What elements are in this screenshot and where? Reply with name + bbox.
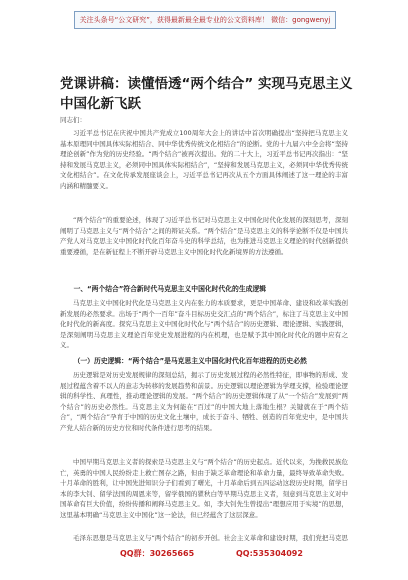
subsection-1-paragraph-3: 毛泽东思想是马克思主义与“两个结合”的初步开创。社会主义革命和建设时期，我们党把马克思 — [73, 534, 348, 542]
footer-qq-number: QQ:535304092 — [236, 549, 303, 558]
footer — [0, 547, 408, 561]
paragraph-1: 习近平总书记在庆祝中国共产党成立100周年大会上的讲话中首次明确提出“坚持把马克思主义基本原理同中国具体实际相结合、同中华优秀传统文化相结合”的论断。党的十九届六中全会将“坚持理论创新”作为党的历史经验。“两个结合”被再次提出。党的二十大上，习近平总书记再次指出：“坚持和发展马克思主义，必须同中国具体实际相结合”，“坚持和发展马克思主义，必须同中华优秀传统文化相结合”。在文化传承发展座谈会上，习近平总书记再次从五个方面具体阐述了这一理论的丰富内涵和精髓要义。 — [60, 129, 348, 190]
paragraph-2: “两个结合”的重要论述，体现了习近平总书记对马克思主义中国化时代化发展的深刻思考，深刻阐明了马克思主义与“两个结合”之间的辩证关系。“两个结合”是马克思主义的科学论断不仅是中国共产党人对马克思主义中国化时代化百年奋斗史的科学总结，也为推进马克思主义理论的时代创新提供重要遵循，是在新征程上不断开辟马克思主义中国化时代化新境界的方法遵循。 — [60, 216, 348, 256]
section-heading-1: 一、“两个结合”符合新时代马克思主义中国化时代化的生成逻辑 — [73, 285, 267, 293]
article-title: 党课讲稿：读懂悟透“两个结合” 实现马克思主义中国化新飞跃 — [60, 76, 353, 112]
greeting: 同志们： — [60, 116, 86, 124]
header-banner: 关注头条号“公文研究”，获得最新最全最专业的公文资料库！ 微信：gongwenyj — [74, 11, 336, 29]
subsection-1-paragraph-1: 历史逻辑是对历史发展规律的深刻总结，揭示了历史发展过程的必然性特征，即事物的形成、发展过程蕴含着不以人的意志为转移的发展趋势和前景。历史逻辑以理论逻辑为学理支撑，检验理论逻辑的科学性、真理性，推动理论逻辑的发展。“两个结合”的历史逻辑体现了从“一个结合”发展到“两个结合”的历史必然性。马克思主义为何能在“百过”的中国大地上落地生根？关键就在于“两个结合”，“两个结合”孕育于中国的历史文化土壤中，成长于奋斗、牺牲、创造的百年党史中，是中国共产党人结合新的历史方位和时代条件进行思考的结果。 — [60, 371, 348, 432]
subsection-heading-1: （一）历史逻辑：“两个结合”是马克思主义中国化时代化百年进程的历史必然 — [73, 357, 307, 365]
section-1-paragraph-1: 马克思主义中国化时代化是马克思主义内在张力的本质要求，更是中国革命、建设和改革实践创新发展的必然要求。出场于“两个一百年”奋斗目标历史交汇点的“两个结合”，标注了马克思主义中国化时代化的新高度。探究马克思主义中国化时代化与“两个结合”的历史逻辑、理论逻辑、实践逻辑，是深刻阐明马克思主义理论百年党史发展进程的内在机理，也是赋予其中国化时代化的题中应有之义。 — [60, 299, 348, 350]
subsection-1-paragraph-2: 中国早期马克思主义者的探索是马克思主义与“两个结合”的历史起点。近代以来，为挽救民族危亡，英勇的中国人民纷纷走上救亡图存之路，但由于缺乏革命理论和革命力量，最终导致革命失败。十月革命的胜利，让中国先进知识分子们看到了曙光，十月革命后到五四运动这段历史时期，留学日本的李大钊、留学法国的周恩来等，留学俄国的瞿秋白等早期马克思主义者，刻意到马克思主义对中国革命有巨大价值，纷纷传播和阐释马克思主义。如，李大钊先生曾提出“理想应用于实境”的思想，这里基本明确“马克思主义中国化”这一论法，但已经蕴含了这层深意。 — [60, 458, 348, 519]
footer-qq-group: QQ群：30265665 — [120, 549, 195, 558]
